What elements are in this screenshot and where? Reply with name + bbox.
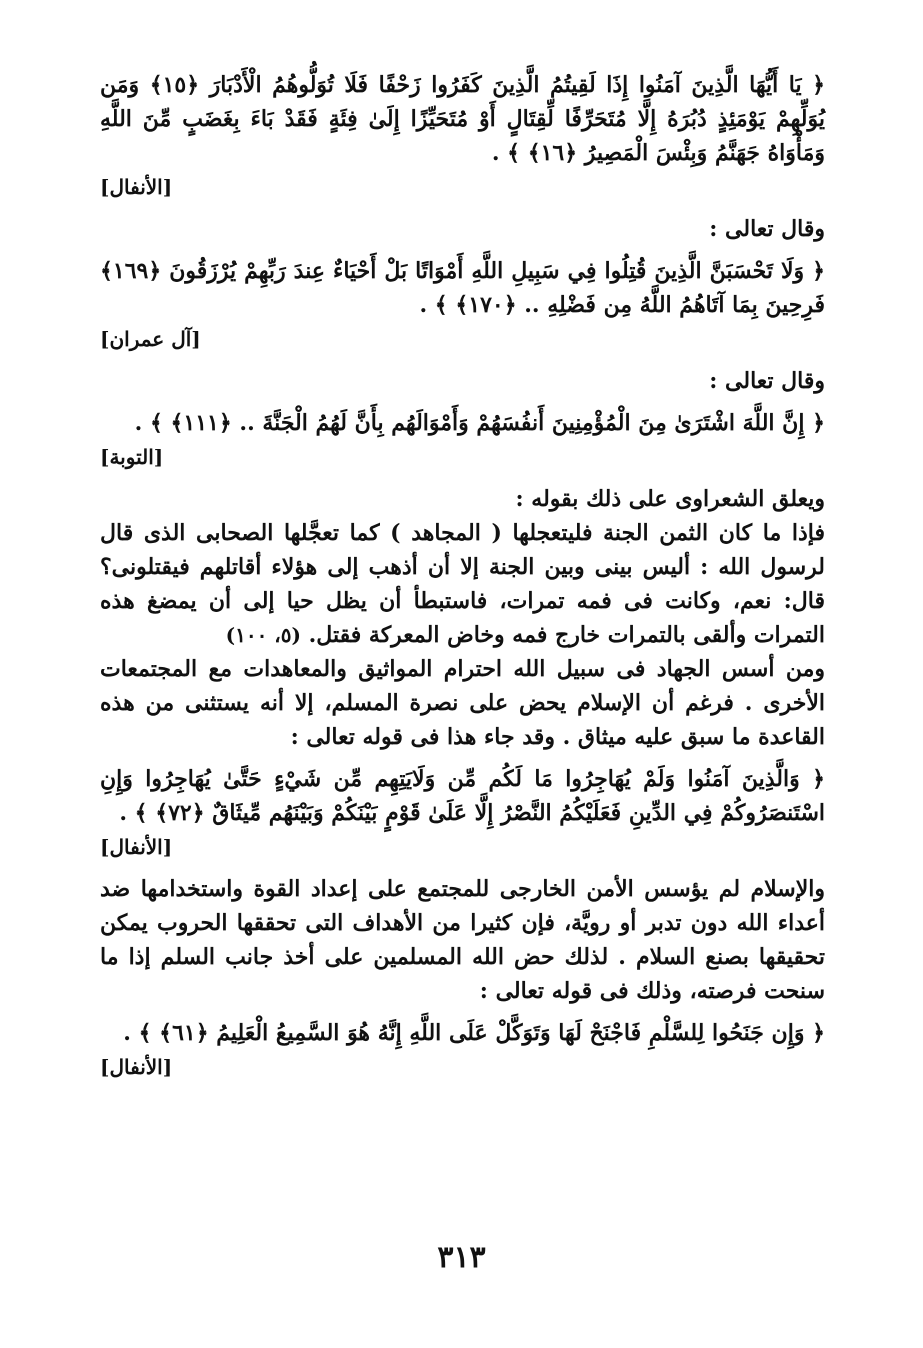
quran-quote: [100, 68, 825, 204]
quran-text: ﴿ وَلَا تَحْسَبَنَّ الَّذِينَ قُتِلُوا فِي سَبِيلِ اللَّهِ أَمْوَاتًا بَلْ أَحْيَاءٌ عِندَ رَبِّهِمْ يُرْزَقُونَ ﴿١٦٩﴾ فَرِحِينَ بِمَا آتَاهُمُ اللَّهُ مِن فَضْلِهِ .. ﴿١٧٠﴾ ﴾ .: [100, 258, 825, 318]
quran-text: ﴿ وَالَّذِينَ آمَنُوا وَلَمْ يُهَاجِرُوا مَا لَكُم مِّن وَلَايَتِهِم مِّن شَيْءٍ حَتَّىٰ يُهَاجِرُوا وَإِنِ اسْتَنصَرُوكُمْ فِي الدِّينِ فَعَلَيْكُمُ النَّصْرُ إِلَّا عَلَىٰ قَوْمٍ بَيْنَكُمْ وَبَيْنَهُم مِّيثَاقٌ ﴿٧٢﴾ ﴾ .: [100, 766, 825, 826]
quran-quote: [100, 254, 825, 356]
quran-quote: [100, 762, 825, 864]
paragraph-text: فإذا ما كان الثمن الجنة فليتعجلها ( المجاهد ) كما تعجَّلها الصحابى الذى قال لرسول الله : أليس بينى وبين الجنة إلا أن أذهب إلى هؤلاء أقاتلهم فيقتلونى؟ قال: نعم، وكانت فى فمه تمرات، فاستبطأ أن يظل حيا إلى أن يمضغ هذه التمرات وألقى بالتمرات خارج فمه وخاض المعركة فقتل.: [100, 520, 825, 648]
quran-text: ﴿ يَا أَيُّهَا الَّذِينَ آمَنُوا إِذَا لَقِيتُمُ الَّذِينَ كَفَرُوا زَحْفًا فَلَا تُوَلُّوهُمُ الْأَدْبَارَ ﴿١٥﴾ وَمَن يُوَلِّهِمْ يَوْمَئِذٍ دُبُرَهُ إِلَّا مُتَحَرِّفًا لِّقِتَالٍ أَوْ مُتَحَيِّزًا إِلَىٰ فِئَةٍ فَقَدْ بَاءَ بِغَضَبٍ مِّنَ اللَّهِ وَمَأْوَاهُ جَهَنَّمُ وَبِئْسَ الْمَصِيرُ ﴿١٦﴾ ﴾ .: [100, 72, 825, 166]
surah-reference: [الأنفال]: [100, 835, 173, 859]
paragraph: ويعلق الشعراوى على ذلك بقوله :: [515, 486, 825, 512]
page-number: ٣١٣: [437, 1240, 486, 1275]
surah-reference: [الأنفال]: [100, 1055, 173, 1079]
quran-quote: [100, 406, 825, 474]
page-body: [100, 60, 825, 1092]
paragraph: [100, 516, 825, 652]
quran-text: ﴿ وَإِن جَنَحُوا لِلسَّلْمِ فَاجْنَحْ لَهَا وَتَوَكَّلْ عَلَى اللَّهِ إِنَّهُ هُوَ السَّمِيعُ الْعَلِيمُ ﴿٦١﴾ ﴾ .: [123, 1020, 825, 1046]
paragraph: والإسلام لم يؤسس الأمن الخارجى للمجتمع على إعداد القوة واستخدامها ضد أعداء الله دون تدبر أو رويَّة، فإن كثيرا من الأهداف التى تحققها الحروب يمكن تحقيقها بصنع السلام . لذلك حض الله المسلمين على أخذ جانب السلم إذا ما سنحت فرصته، وذلك فى قوله تعالى :: [100, 876, 825, 1004]
transition-text: وقال تعالى :: [709, 216, 825, 242]
surah-reference: [التوبة]: [100, 445, 164, 469]
quran-quote: [100, 1016, 825, 1084]
citation-reference: (٥، ١٠٠): [225, 623, 301, 647]
transition-text: وقال تعالى :: [709, 368, 825, 394]
quran-text: ﴿ إِنَّ اللَّهَ اشْتَرَىٰ مِنَ الْمُؤْمِنِينَ أَنفُسَهُمْ وَأَمْوَالَهُم بِأَنَّ لَهُمُ الْجَنَّةَ .. ﴿١١١﴾ ﴾ .: [134, 410, 825, 436]
surah-reference: [آل عمران]: [100, 327, 201, 351]
surah-reference: [الأنفال]: [100, 175, 173, 199]
paragraph: ومن أسس الجهاد فى سبيل الله احترام المواثيق والمعاهدات مع المجتمعات الأخرى . فرغم أن الإسلام يحض على نصرة المسلم، إلا أنه يستثنى من هذه القاعدة ما سبق عليه ميثاق . وقد جاء هذا فى قوله تعالى :: [100, 656, 825, 750]
